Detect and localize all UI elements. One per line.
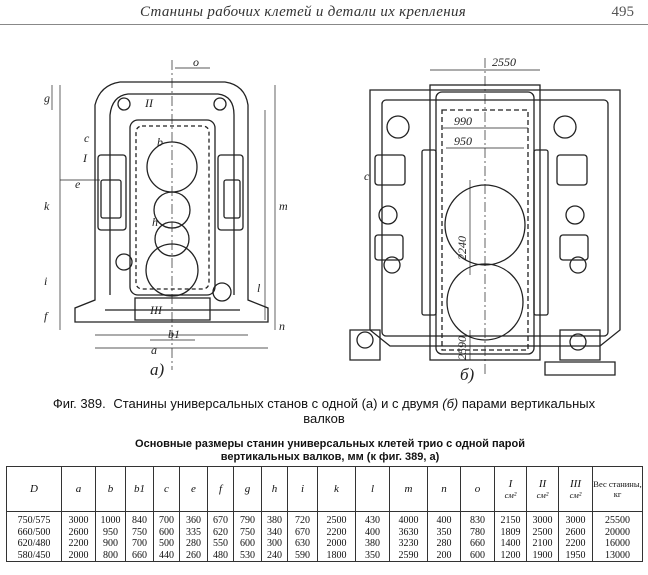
col-f: 670 620 550 480 [208, 512, 234, 562]
dim-b: b [157, 135, 163, 149]
header-cell: m [390, 467, 428, 512]
caption-text-before: Станины универсальных станов с одной (а) и с двумя [113, 396, 439, 411]
header-cell: a [62, 467, 96, 512]
dim-2240: 2240 [455, 236, 469, 260]
col-III: 3000 2600 2200 1950 [559, 512, 593, 562]
table-data-row [7, 512, 643, 562]
header-cell-weight: Вес станины, кг [593, 467, 643, 512]
header-cell: k [318, 467, 356, 512]
header-cell: i [288, 467, 318, 512]
drawing-a-dimensions [52, 60, 275, 370]
header-cell: b1 [126, 467, 154, 512]
col-b: 1000 950 900 800 [96, 512, 126, 562]
dim-2550: 2550 [492, 55, 516, 69]
col-h: 380 340 300 240 [262, 512, 288, 562]
dim-a: a [151, 343, 157, 357]
dim-i: i [44, 274, 48, 288]
col-D: 750/575 660/500 620/480 580/450 [7, 512, 62, 562]
header-cell: III см² [559, 467, 593, 512]
section-ii: II [145, 96, 153, 110]
col-e: 360 335 280 260 [180, 512, 208, 562]
dim-b1: b1 [168, 327, 180, 341]
col-b1: 840 750 700 660 [126, 512, 154, 562]
dim-h: h [152, 215, 158, 229]
frame-drawings [0, 30, 648, 390]
col-o: 830 780 660 600 [461, 512, 495, 562]
header-cell: e [180, 467, 208, 512]
section-iii: III [150, 303, 162, 317]
table-title-line1: Основные размеры станин универсальных клетей трио с одной парой [135, 438, 525, 450]
header-cell: D [7, 467, 62, 512]
caption-text-after: парами вертикальных валков [303, 396, 596, 426]
dim-c-right: c [364, 169, 370, 183]
header-cell: I см² [495, 467, 527, 512]
dim-g: g [44, 91, 50, 105]
figure-caption [34, 396, 614, 426]
dim-2590: 2590 [455, 336, 469, 360]
col-g: 790 750 600 530 [234, 512, 262, 562]
header-cell: b [96, 467, 126, 512]
header-rule [0, 24, 648, 25]
header-cell: h [262, 467, 288, 512]
table-title [70, 438, 590, 464]
header-cell: g [234, 467, 262, 512]
col-i: 720 670 630 590 [288, 512, 318, 562]
header-cell: o [461, 467, 495, 512]
dimensions-table [6, 466, 643, 562]
dim-n: n [279, 319, 285, 333]
dim-m: m [279, 199, 288, 213]
dim-k: k [44, 199, 50, 213]
dim-l: l [257, 281, 261, 295]
section-i: I [83, 151, 87, 165]
header-cell: f [208, 467, 234, 512]
table-header-row [7, 467, 643, 512]
label-a: а) [150, 360, 165, 379]
caption-italic: (б) [442, 396, 459, 411]
dim-990: 990 [454, 114, 472, 128]
dim-950: 950 [454, 134, 472, 148]
col-l: 430 400 380 350 [356, 512, 390, 562]
col-a: 3000 2600 2200 2000 [62, 512, 96, 562]
figure-389 [0, 30, 648, 390]
label-b: б) [460, 365, 475, 384]
dim-c: c [84, 131, 90, 145]
col-I: 2150 1809 1400 1200 [495, 512, 527, 562]
table-title-line2: вертикальных валков, мм (к фиг. 389, а) [220, 451, 440, 463]
header-cell: II см² [527, 467, 559, 512]
col-k: 2500 2200 2000 1800 [318, 512, 356, 562]
drawing-a-frame [75, 82, 268, 322]
running-title: Станины рабочих клетей и детали их крепления [140, 4, 467, 20]
dim-e: e [75, 177, 81, 191]
page-number: 495 [611, 4, 634, 20]
col-weight: 25500 20000 16000 13000 [593, 512, 643, 562]
page-header [0, 0, 648, 26]
header-cell: c [154, 467, 180, 512]
col-II: 3000 2500 2100 1900 [527, 512, 559, 562]
dim-o: o [193, 55, 199, 69]
dim-f: f [44, 309, 48, 323]
col-c: 700 600 500 440 [154, 512, 180, 562]
col-n: 400 350 280 200 [428, 512, 461, 562]
header-cell: l [356, 467, 390, 512]
col-m: 4000 3630 3230 2590 [390, 512, 428, 562]
caption-label: Фиг. 389. [52, 396, 106, 411]
header-cell: n [428, 467, 461, 512]
